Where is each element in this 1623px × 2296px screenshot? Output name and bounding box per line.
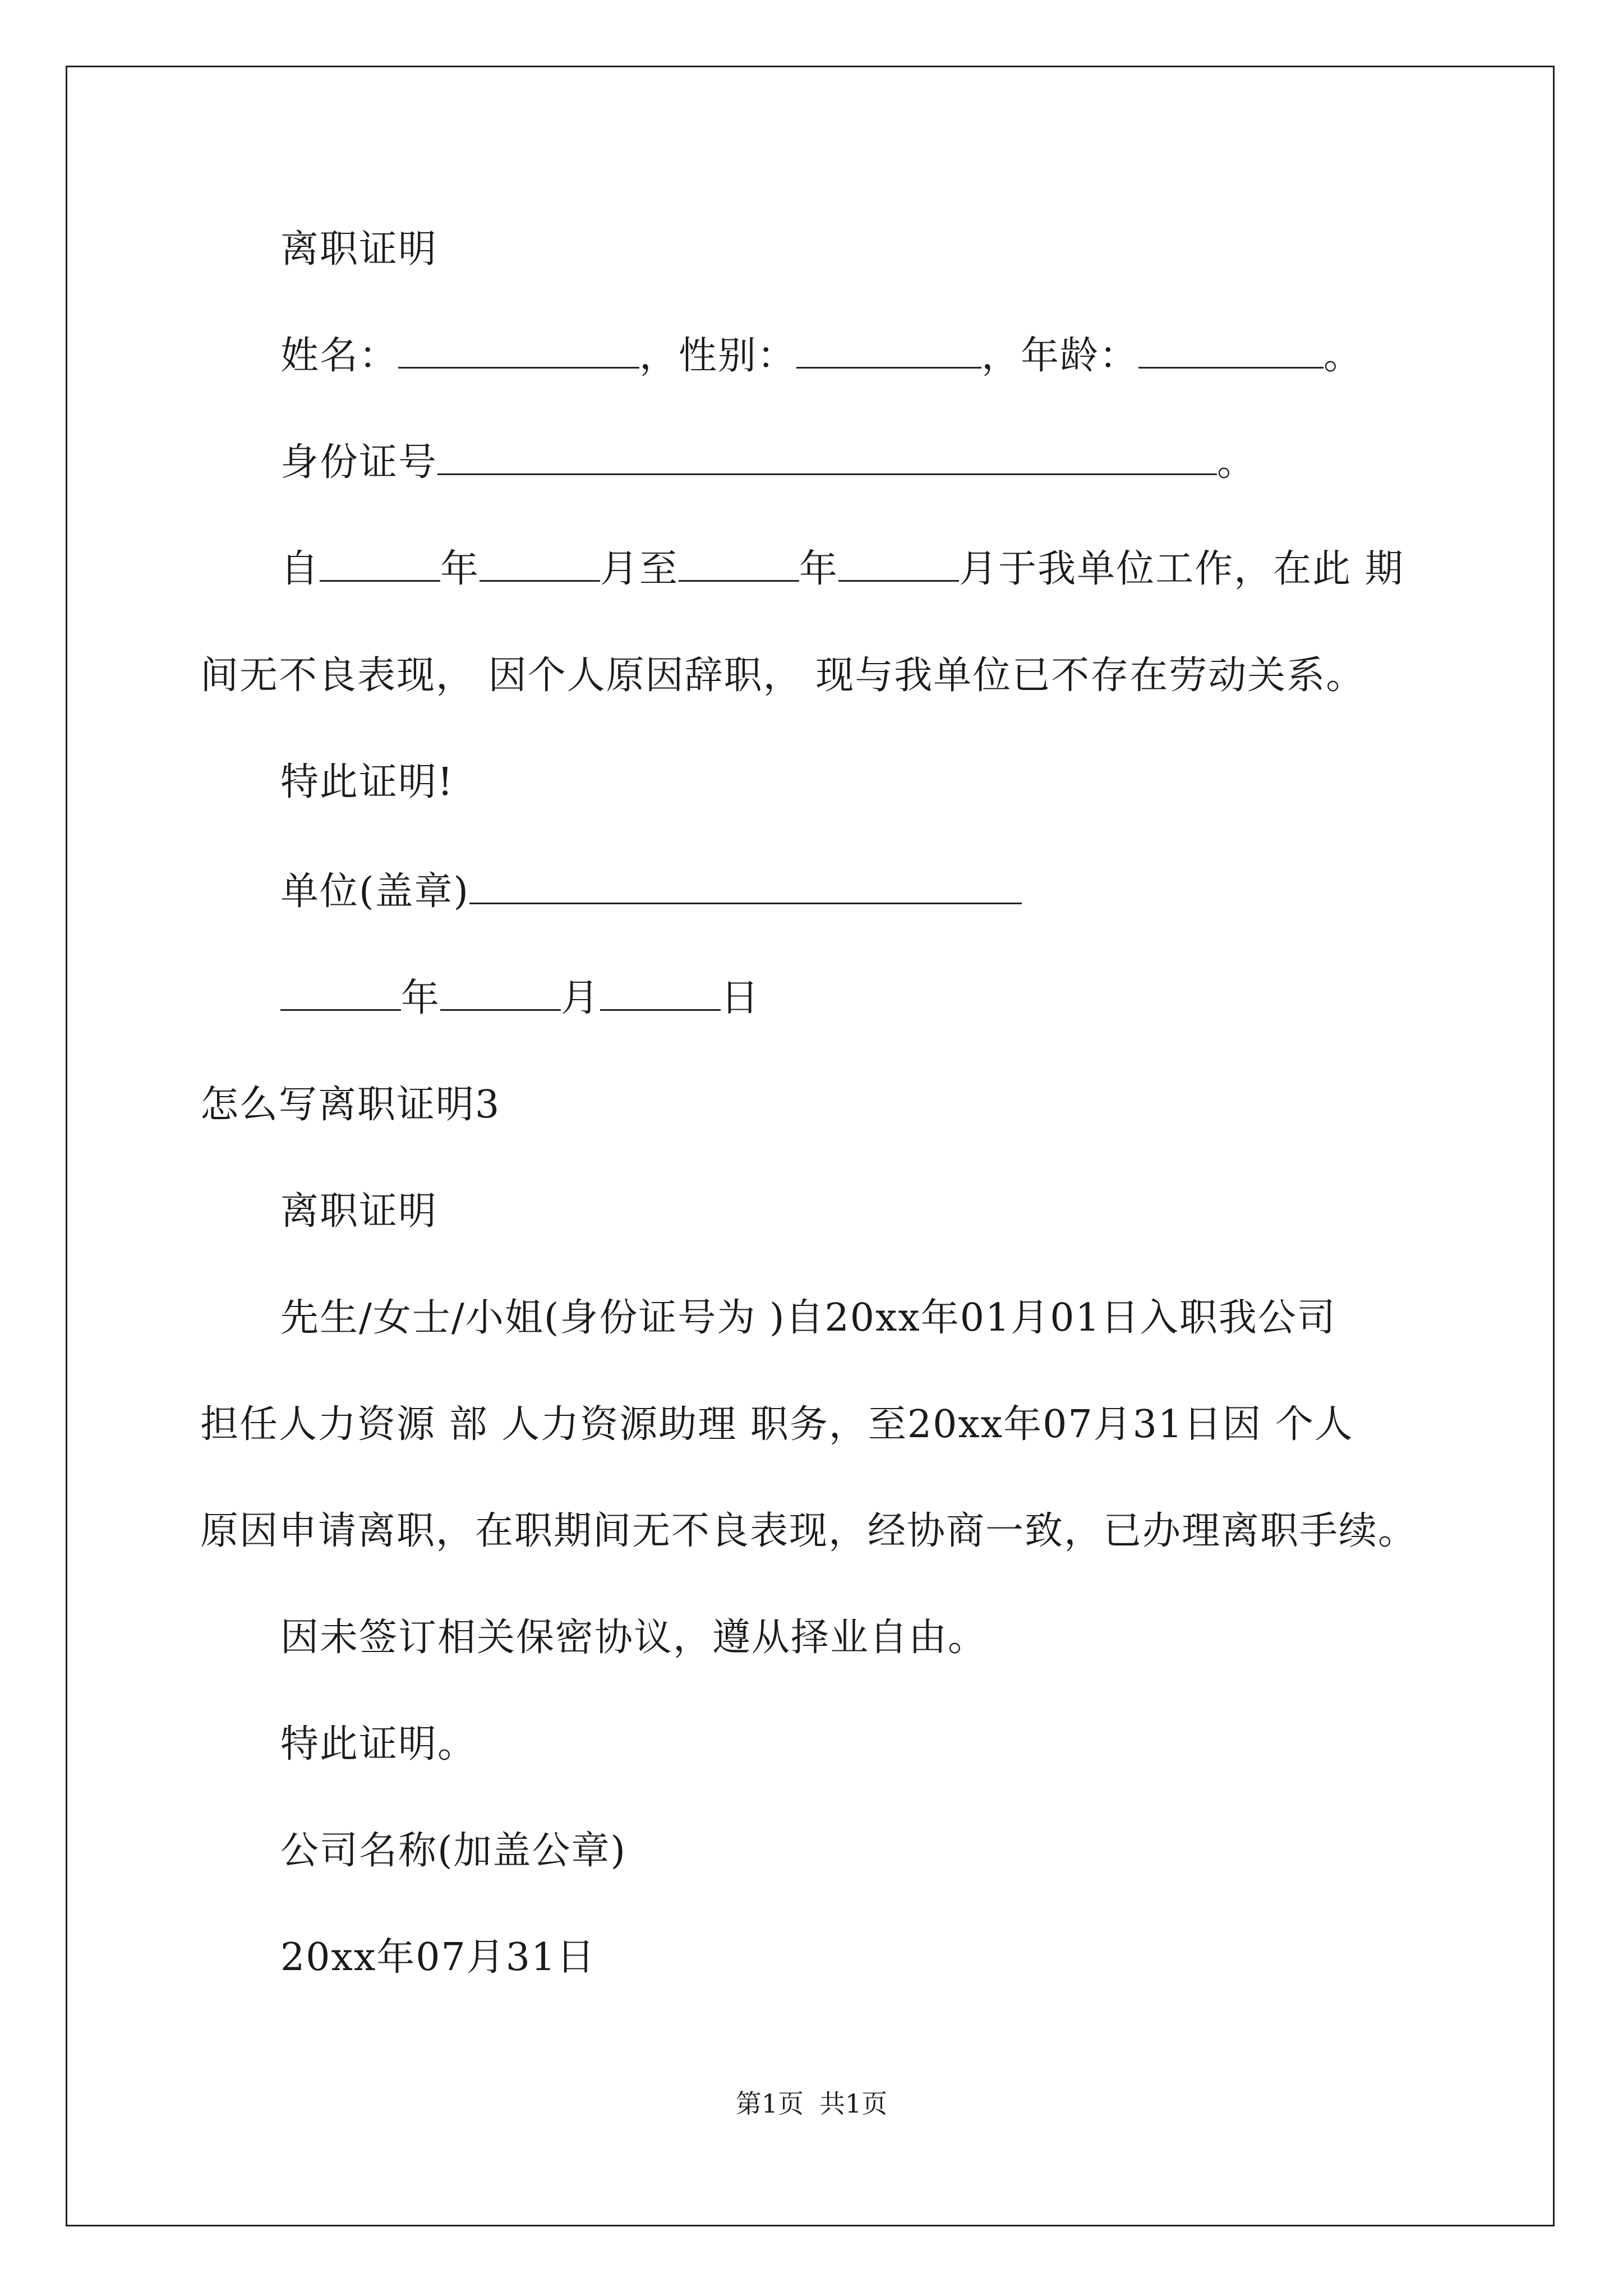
paragraph-line3: 原因申请离职，在职期间无不良表现，经协商一致，已办理离职手续。: [200, 1509, 1418, 1553]
id-end-period: 。: [1217, 440, 1257, 485]
date-month-blank: [440, 976, 561, 1011]
date-month-label: 月: [561, 976, 601, 1020]
unit-blank: [469, 869, 1022, 904]
year-label-1: 年: [440, 547, 480, 591]
certify-text-2: 特此证明。: [280, 1722, 477, 1766]
page-border: [66, 66, 1555, 2226]
date-line: [280, 973, 760, 1024]
company-name-seal: 公司名称(加盖公章): [280, 1829, 627, 1873]
gender-label: ，性别：: [639, 334, 797, 378]
id-number-line: [280, 438, 1256, 488]
start-year-blank: [320, 546, 440, 582]
name-blank: [398, 333, 639, 369]
id-label: 身份证号: [280, 440, 438, 485]
line-end-period: 。: [1324, 334, 1363, 378]
certificate-title: 离职证明: [280, 227, 438, 272]
body-line2: 间无不良表现， 因个人原因辞职， 现与我单位已不存在劳动关系。: [200, 654, 1366, 698]
paragraph-line1: 先生/女士/小姐(身份证号为 )自20xx年01月01日入职我公司: [280, 1296, 1336, 1340]
page-current: 第1页: [735, 2088, 804, 2119]
confidential-text: 因未签订相关保密协议，遵从择业自由。: [280, 1616, 988, 1660]
employment-period-line: [280, 544, 1404, 595]
id-blank: [437, 440, 1217, 475]
gender-blank: [796, 333, 981, 369]
start-month-blank: [479, 546, 600, 582]
from-label: 自: [280, 547, 320, 591]
date-year-label: 年: [401, 976, 441, 1020]
certificate-title-2: 离职证明: [280, 1189, 438, 1234]
unit-seal-line: [280, 867, 1022, 917]
age-blank: [1138, 333, 1324, 369]
end-month-blank: [838, 546, 959, 582]
body-line1-tail: 月于我单位工作，在此 期: [959, 547, 1404, 591]
date-day-blank: [600, 976, 721, 1011]
section-heading: 怎么写离职证明3: [200, 1083, 501, 1127]
signing-date: 20xx年07月31日: [280, 1935, 596, 1980]
month-to-label: 月至: [600, 547, 679, 591]
end-year-blank: [679, 546, 799, 582]
date-year-blank: [280, 976, 401, 1011]
year-label-2: 年: [799, 547, 839, 591]
certify-text: 特此证明!: [280, 760, 454, 804]
page-footer: [0, 2087, 1623, 2120]
name-gender-age-line: [280, 331, 1363, 381]
date-day-label: 日: [721, 976, 760, 1020]
page-total: 共1页: [819, 2088, 888, 2119]
age-label: ，年龄：: [981, 334, 1139, 378]
name-label: 姓名：: [280, 334, 399, 378]
unit-label: 单位(盖章): [280, 869, 470, 914]
paragraph-line2: 担任人力资源 部 人力资源助理 职务，至20xx年07月31日因 个人: [200, 1402, 1354, 1447]
